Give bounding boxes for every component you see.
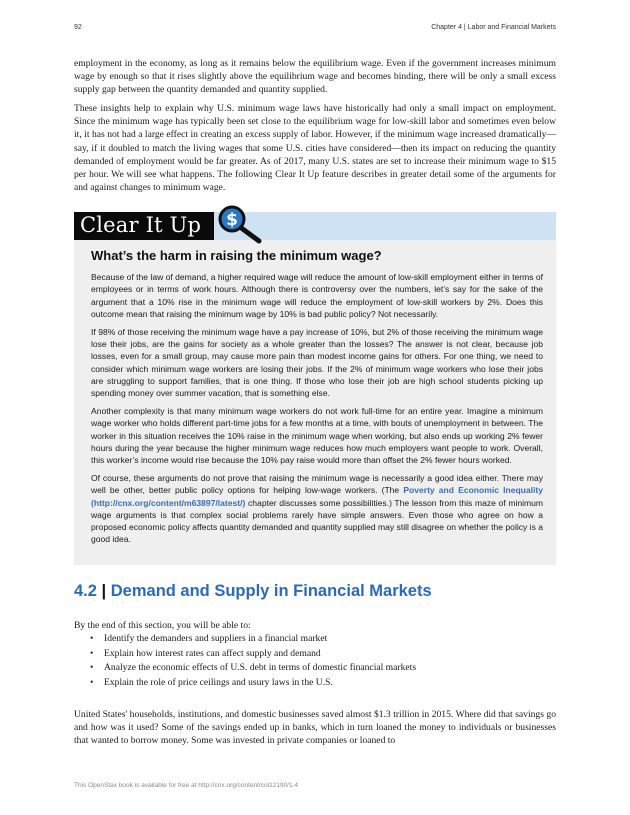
svg-text:$: $ <box>226 210 238 230</box>
list-item <box>90 661 550 676</box>
clear-it-up-paragraph <box>91 472 543 546</box>
body-paragraph: United States' households, institutions, and domestic businesses saved almost $1.3 trillion in 2015. Where did that savings go and how was it used? Some of the savings ended up in banks, which in turn loaned the money to individuals or businesses that wanted to borrow money. Some was invested in private companies or loaned to <box>74 709 556 747</box>
clear-it-up-badge <box>74 212 214 240</box>
clear-it-up-paragraph: If 98% of those receiving the minimum wage have a pay increase of 10%, but 2% of those receiving the minimum wage lose their jobs, are the gains for society as a whole greater than the losses? The answer is not clear, because job losses, even for a small group, may cause more pain than modest income gains for others. For one thing, we need to consider which minimum wage workers are losing their jobs. If the 2% of minimum wage workers who lose their jobs are struggling to support families, that is one thing. If those who lose their job are high school students picking up spending money over summer vacation, that is something else. <box>91 326 543 399</box>
section-title: Demand and Supply in Financial Markets <box>110 582 432 600</box>
objective-text: Explain the role of price ceilings and usury laws in the U.S. <box>104 676 333 688</box>
body-paragraph: employment in the economy, as long as it remains below the equilibrium wage. Even if the government increases minimum wage by enough so that it rises slightly above the equilibrium wage and becomes binding, there will be only a small excess supply gap between the quantity demanded and quantity supplied. <box>74 58 556 96</box>
section-separator: | <box>101 582 107 600</box>
list-item <box>90 632 550 647</box>
magnifier-dollar-icon <box>215 204 275 244</box>
clear-it-up-paragraph: Another complexity is that many minimum wage workers do not work full-time for an entire year. Imagine a minimum wage worker who holds different part-time jobs for a few months at a time, with bouts of unemployment in between. The worker in this situation receives the 10% raise in the minimum wage when working, but also ends up working 2% fewer hours during the year because the higher minimum wage reduces how much employers want people to work. Overall, this worker’s income would rise because the 10% pay raise would more than offset the 2% fewer hours worked. <box>91 405 543 466</box>
body-paragraph: These insights help to explain why U.S. minimum wage laws have historically had only a small impact on employment. Since the minimum wage has typically been set close to the equilibrium wage for low-skill labor and sometimes even below it, it has not had a large effect in creating an excess supply of labor. However, if the minimum wage increased dramatically—say, if it doubled to match the living wages that some U.S. cities have considered—then its impact on reducing the quantity demanded of employment would be far greater. As of 2017, many U.S. states are set to increase their minimum wage to $15 per hour. We will see what happens. The following Clear It Up feature describes in greater detail some of the arguments for and against changes to minimum wage. <box>74 103 556 194</box>
bullet-icon: • <box>90 662 94 673</box>
list-item <box>90 676 550 691</box>
clear-it-up-paragraph: Because of the law of demand, a higher required wage will reduce the amount of low-skill employment either in terms of employees or in terms of work hours. Although there is controversy over the numbers, let’s say for the sake of the argument that a 10% rise in the minimum wage will reduce the employment of low-skill workers by 2%. Does this outcome mean that raising the minimum wage by 10% is bad public policy? Not necessarily. <box>91 272 543 319</box>
bullet-icon: • <box>90 633 94 644</box>
objective-text: Identify the demanders and suppliers in a financial market <box>104 633 328 644</box>
page-header <box>74 24 556 38</box>
bullet-icon: • <box>90 676 94 688</box>
section-number: 4.2 <box>74 582 97 600</box>
clear-it-up-label: Clear It Up <box>80 213 202 237</box>
paragraph-text: Of course, these arguments do not prove that raising the minimum wage is necessarily a good idea either. There may well be other, better public policy options for helping low-wage workers. (The <box>91 472 543 496</box>
bullet-icon: • <box>90 647 94 659</box>
page-footer: This OpenStax book is available for free at http://cnx.org/content/col12190/1.4 <box>74 782 299 789</box>
clear-it-up-box <box>74 212 556 565</box>
objectives-intro: By the end of this section, you will be able to: <box>74 620 251 631</box>
objective-text: Explain how interest rates can affect supply and demand <box>104 647 321 659</box>
section-heading <box>74 582 432 601</box>
chapter-title: Chapter 4 | Labor and Financial Markets <box>431 24 556 31</box>
learning-objectives-list <box>90 632 550 690</box>
clear-it-up-title: What’s the harm in raising the minimum wage? <box>91 248 382 263</box>
page-number: 92 <box>74 24 82 31</box>
list-item <box>90 647 550 662</box>
paragraph-text: chapter discusses some possibilities.) The lesson from this maze of minimum wage arguments is that complex social problems rarely have simple answers. Even those who agree on how a proposed economic policy affects quantity demanded and quantity supplied may still disagree on whether the policy is a good idea. <box>91 497 543 545</box>
clear-it-up-content <box>91 248 543 551</box>
poverty-inequality-link[interactable]: Poverty and Economic Inequality (http://cnx.org/content/m63897/latest/) <box>91 485 543 508</box>
objective-text: Analyze the economic effects of U.S. debt in terms of domestic financial markets <box>104 662 417 673</box>
